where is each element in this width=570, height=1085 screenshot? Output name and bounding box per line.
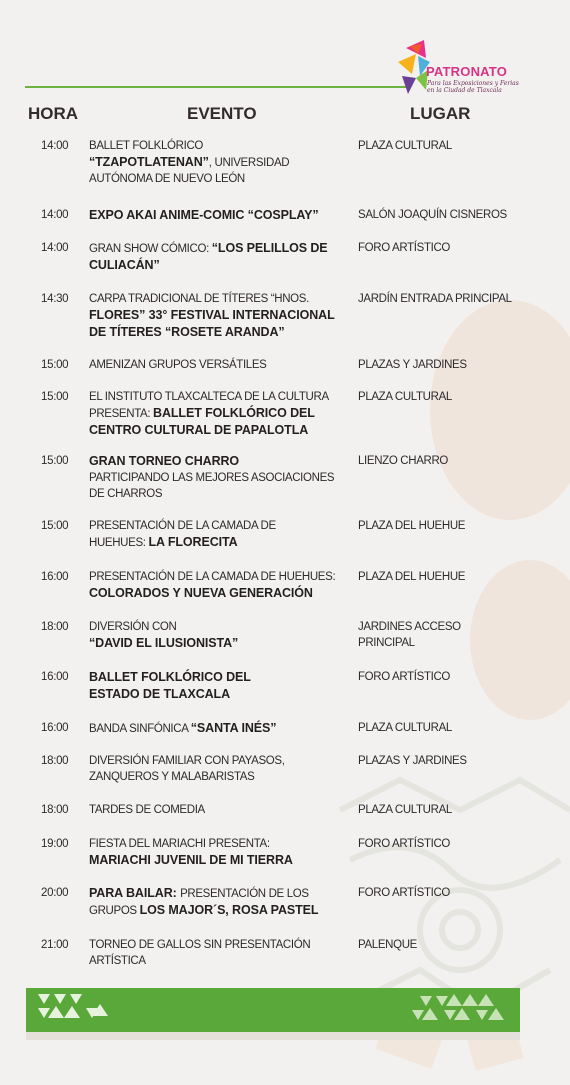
event-line [89,885,351,902]
event-line [89,852,351,869]
event-description [89,389,351,439]
event-location [358,240,558,256]
event-line [89,585,351,602]
event-location [358,207,558,223]
event-highlight-text: LOS MAJOR´S, ROSA PASTEL [139,903,319,917]
event-text: CARPA TRADICIONAL DE TÍTERES “HNOS. [89,293,309,305]
event-line [89,357,351,373]
event-description [89,453,351,502]
event-text: AMENIZAN GRUPOS VERSÁTILES [89,359,267,371]
event-text: GRAN SHOW CÓMICO: [89,243,212,255]
event-time: 14:00 [41,209,69,221]
event-highlight-text: MARIACHI JUVENIL DE MI TIERRA [89,853,293,867]
event-line [89,324,351,341]
event-description [89,518,351,551]
event-line [89,635,351,652]
location-line: FORO ARTÍSTICO [358,887,451,899]
event-text: PRESENTACIÓN DE LOS [180,888,309,900]
event-line [89,171,351,187]
event-time: 15:00 [41,359,69,371]
event-text: FIESTA DEL MARIACHI PRESENTA: [89,838,270,850]
event-time: 14:00 [41,140,69,152]
event-time: 15:00 [41,520,69,532]
event-line [89,953,351,969]
location-line: PLAZA CULTURAL [358,804,452,816]
event-text: PARTICIPANDO LAS MEJORES ASOCIACIONES [89,472,335,484]
event-time: 19:00 [41,838,69,850]
event-line [89,486,351,502]
location-line: JARDÍN ENTRADA PRINCIPAL [358,293,512,305]
event-highlight-text: “LOS PELILLOS DE [211,241,328,255]
event-text: TARDES DE COMEDIA [89,804,205,816]
location-line: FORO ARTÍSTICO [358,242,451,254]
event-text: ARTÍSTICA [89,955,146,967]
event-highlight-text: “TZAPOTLATENAN” [89,155,209,169]
event-line [89,422,351,439]
event-line [89,937,351,953]
location-line: PLAZA CULTURAL [358,391,452,403]
event-description [89,669,351,703]
location-line: FORO ARTÍSTICO [358,671,451,683]
event-text: PRESENTACIÓN DE LA CAMADA DE HUEHUES: [89,571,336,583]
location-line: PALENQUE [358,939,417,951]
event-line [89,154,351,171]
event-highlight-text: “SANTA INÉS” [190,721,277,735]
event-highlight-text: PARA BAILAR: [89,886,181,900]
event-line [89,569,351,585]
column-header-lugar: LUGAR [410,104,471,123]
event-text: , UNIVERSIDAD [208,157,290,169]
event-description [89,753,351,785]
event-location [358,753,558,769]
event-line [89,669,351,686]
location-line: PLAZAS Y JARDINES [358,359,467,371]
event-location [358,569,558,585]
event-line [89,257,351,274]
event-highlight-text: ESTADO DE TLAXCALA [89,687,231,701]
event-text: BALLET FOLKLÓRICO [89,140,203,152]
event-time: 16:00 [41,722,69,734]
event-text: ZANQUEROS Y MALABARISTAS [89,771,255,783]
event-description [89,802,351,818]
event-text: PRESENTA: [89,408,154,420]
event-description [89,240,351,274]
event-time: 16:00 [41,571,69,583]
event-description [89,885,351,919]
event-line [89,405,351,422]
event-location [358,619,558,651]
event-highlight-text: FLORES” 33° FESTIVAL INTERNACIONAL [89,308,335,322]
event-location [358,357,558,373]
location-line: PLAZA CULTURAL [358,722,452,734]
event-time: 14:00 [41,242,69,254]
event-time: 21:00 [41,939,69,951]
header-divider [25,86,410,88]
event-line [89,836,351,852]
event-line [89,753,351,769]
event-description [89,291,351,341]
event-location [358,669,558,685]
event-location [358,720,558,736]
event-time: 18:00 [41,804,69,816]
event-line [89,138,351,154]
event-highlight-text: BALLET FOLKLÓRICO DEL [153,406,315,420]
event-description [89,569,351,602]
event-text: AUTÓNOMA DE NUEVO LEÓN [89,173,245,185]
event-line [89,240,351,257]
location-line: PLAZA DEL HUEHUE [358,571,466,583]
event-text: HUEHUES: [89,537,149,549]
event-line [89,720,351,737]
event-highlight-text: BALLET FOLKLÓRICO DEL [89,670,251,684]
event-highlight-text: CENTRO CULTURAL DE PAPALOTLA [89,423,309,437]
footer-shadow [26,1032,520,1040]
brand-name: PATRONATO [426,64,507,79]
event-highlight-text: COLORADOS Y NUEVA GENERACIÓN [89,586,313,600]
event-text: PRESENTACIÓN DE LA CAMADA DE [89,520,276,532]
event-location [358,389,558,405]
event-line [89,902,351,919]
event-line [89,802,351,818]
event-text: DIVERSIÓN FAMILIAR CON PAYASOS, [89,755,285,767]
event-line [89,619,351,635]
column-header-evento: EVENTO [187,104,257,123]
event-description [89,357,351,373]
location-line: SALÓN JOAQUÍN CISNEROS [358,209,507,221]
location-line: LIENZO CHARRO [358,455,449,467]
event-time: 15:00 [41,455,69,467]
event-highlight-text: GRAN TORNEO CHARRO [89,454,240,468]
event-highlight-text: LA FLORECITA [148,535,238,549]
event-location [358,518,558,534]
brand-tagline: Para las Exposiciones y Ferias en la Ciudad de Tlaxcala [427,80,519,94]
event-highlight-text: DE TÍTERES “ROSETE ARANDA” [89,325,285,339]
event-text: BANDA SINFÓNICA [89,723,191,735]
event-description [89,937,351,969]
event-text: TORNEO DE GALLOS SIN PRESENTACIÓN [89,939,311,951]
location-line: PRINCIPAL [358,637,415,649]
event-highlight-text: EXPO AKAI ANIME-COMIC “COSPLAY” [89,208,319,222]
event-location [358,291,558,307]
event-time: 16:00 [41,671,69,683]
location-line: PLAZAS Y JARDINES [358,755,467,767]
event-description [89,138,351,187]
event-description [89,619,351,652]
event-line [89,518,351,534]
event-line [89,534,351,551]
event-location [358,885,558,901]
footer-pattern-right [410,992,510,1028]
event-line [89,453,351,470]
event-highlight-text: “DAVID EL ILUSIONISTA” [89,636,239,650]
event-time: 15:00 [41,391,69,403]
event-time: 20:00 [41,887,69,899]
event-description [89,720,351,737]
column-header-hora: HORA [28,104,79,123]
background-decoration [430,300,570,520]
event-line [89,307,351,324]
event-description [89,836,351,869]
event-time: 14:30 [41,293,69,305]
event-description [89,207,351,224]
event-time: 18:00 [41,755,69,767]
event-time: 18:00 [41,621,69,633]
location-line: PLAZA DEL HUEHUE [358,520,466,532]
event-line [89,769,351,785]
event-line [89,291,351,307]
location-line: PLAZA CULTURAL [358,140,452,152]
event-text: EL INSTITUTO TLAXCALTECA DE LA CULTURA [89,391,329,403]
location-line: JARDINES ACCESO [358,621,461,633]
event-location [358,836,558,852]
event-highlight-text: CULIACÁN” [89,258,160,272]
schedule-header [0,104,570,126]
event-line [89,389,351,405]
event-text: DIVERSIÓN CON [89,621,177,633]
event-location [358,802,558,818]
event-line [89,207,351,224]
event-text: GRUPOS [89,905,140,917]
location-line: FORO ARTÍSTICO [358,838,451,850]
event-line [89,470,351,486]
event-location [358,138,558,154]
event-location [358,937,558,953]
event-text: DE CHARROS [89,488,163,500]
event-location [358,453,558,469]
event-line [89,686,351,703]
footer-pattern-left [36,992,116,1028]
